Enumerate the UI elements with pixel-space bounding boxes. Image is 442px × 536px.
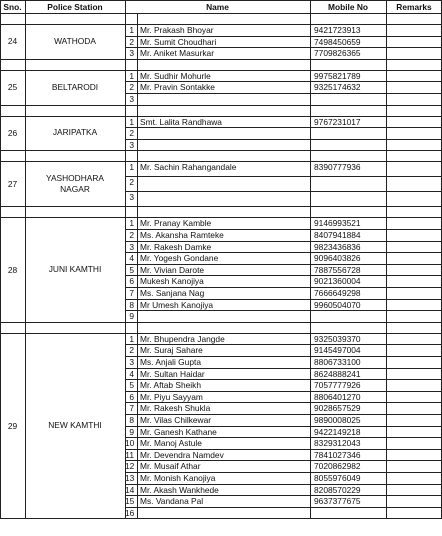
row-index: 15	[125, 496, 135, 507]
mobile-number	[314, 509, 384, 519]
police-station-name: YASHODHARA NAGAR	[45, 172, 104, 194]
officer-name: Mr. Pranay Kamble	[140, 218, 212, 229]
row-index: 3	[129, 94, 134, 104]
row-index: 1	[129, 333, 134, 344]
row-index: 2	[129, 177, 134, 188]
mobile-number: 9823436836	[314, 241, 361, 252]
row-index: 11	[125, 449, 134, 460]
officer-name: Mr. Piyu Sayyam	[140, 391, 203, 402]
officer-name	[140, 178, 309, 191]
mobile-number	[314, 312, 384, 322]
officer-name: Mr. Vilas Chilkewar	[140, 415, 212, 425]
mobile-number: 8390777936	[314, 162, 361, 173]
row-index: 1	[129, 25, 134, 35]
row-rule	[125, 93, 442, 94]
officer-name: Mr. Vivian Darote	[140, 264, 205, 275]
mobile-number: 9145497004	[314, 345, 361, 356]
mobile-number: 7057777926	[314, 380, 361, 391]
column-rule	[137, 13, 138, 518]
officer-name: Mr. Ganesh Kathane	[140, 426, 217, 437]
mobile-number	[314, 193, 384, 206]
police-station-name: BELTARODI	[51, 81, 99, 92]
mobile-number: 8055976049	[314, 473, 361, 483]
row-index: 6	[129, 276, 134, 287]
officer-name	[140, 509, 309, 519]
mobile-number: 7020862982	[314, 461, 361, 472]
group-sno: 27	[7, 178, 18, 189]
header-remarks: Remarks	[396, 2, 432, 12]
row-rule	[125, 191, 442, 192]
row-rule	[0, 322, 442, 323]
row-index: 3	[129, 241, 134, 252]
mobile-number: 9146993521	[314, 218, 361, 229]
officer-name: Ms. Akansha Ramteke	[140, 230, 224, 240]
row-index: 1	[129, 218, 134, 229]
row-rule	[0, 0, 442, 1]
officer-name	[140, 95, 309, 105]
officer-name: Mr. Devendra Namdev	[140, 449, 224, 460]
mobile-number: 9028657529	[314, 403, 361, 414]
mobile-number: 9325039370	[314, 333, 361, 344]
police-station-name: NEW KAMTHI	[48, 419, 102, 430]
officer-name: Mr. Sultan Haidar	[140, 368, 205, 379]
officer-name: Mr. Aniket Masurkar	[140, 48, 214, 59]
row-rule	[125, 176, 442, 177]
officer-name: Ms. Vandana Pal	[140, 496, 204, 507]
officer-name: Mr. Prakash Bhoyar	[140, 25, 214, 35]
mobile-number: 9021360004	[314, 276, 361, 287]
mobile-number: 7709826365	[314, 48, 361, 59]
mobile-number: 9637377675	[314, 496, 361, 507]
officer-name: Mr. Aftab Sheikh	[140, 380, 201, 391]
officer-name: Mukesh Kanojiya	[140, 276, 204, 287]
row-index: 8	[129, 415, 134, 425]
row-index: 2	[129, 82, 134, 93]
row-index: 2	[129, 345, 134, 356]
officer-name: Ms. Anjali Gupta	[140, 357, 201, 367]
officer-name: Mr. Akash Wankhede	[140, 484, 219, 495]
row-index: 8	[129, 299, 134, 310]
mobile-number: 9767231017	[314, 116, 361, 127]
row-index: 6	[129, 391, 134, 402]
row-rule	[0, 206, 442, 207]
row-index: 1	[129, 162, 134, 173]
mobile-number: 9325174632	[314, 82, 361, 93]
column-rule	[125, 0, 126, 518]
row-index: 4	[129, 253, 134, 264]
header-mobile-no: Mobile No	[327, 2, 368, 12]
police-station-name: JUNI KAMTHI	[48, 263, 102, 274]
group-sno: 29	[7, 420, 18, 431]
officer-name: Mr. Manoj Astule	[140, 438, 202, 449]
row-index: 2	[129, 230, 134, 240]
row-index: 9	[129, 426, 134, 437]
mobile-number: 9890008025	[314, 415, 361, 425]
row-index: 4	[129, 368, 134, 379]
group-sno: 25	[7, 82, 18, 93]
officer-name: Mr Umesh Kanojiya	[140, 299, 214, 310]
group-sno: 24	[7, 36, 18, 47]
row-rule	[0, 13, 442, 14]
row-index: 16	[125, 507, 135, 518]
mobile-number: 9960504070	[314, 299, 361, 310]
officer-name: Mr. Bhupendra Jangde	[140, 333, 225, 344]
row-index: 14	[125, 484, 135, 495]
officer-name: Mr. Suraj Sahare	[140, 345, 203, 356]
mobile-number	[314, 95, 384, 105]
mobile-number: 8208570229	[314, 484, 361, 495]
header-sno: Sno.	[3, 2, 22, 12]
row-index: 1	[129, 70, 134, 81]
police-station-name: WATHODA	[54, 35, 96, 46]
row-index: 5	[129, 264, 134, 275]
row-rule	[125, 139, 442, 140]
row-index: 12	[125, 461, 135, 472]
mobile-number: 9421723913	[314, 25, 361, 35]
row-index: 3	[129, 48, 134, 59]
row-index: 7	[129, 288, 134, 298]
mobile-number: 7666649298	[314, 288, 361, 298]
mobile-number: 7887556728	[314, 264, 361, 275]
mobile-number: 9975821789	[314, 70, 361, 81]
row-index: 5	[129, 380, 134, 391]
row-rule	[0, 105, 442, 106]
officer-name	[140, 141, 309, 151]
mobile-number: 9422149218	[314, 426, 361, 437]
row-index: 1	[129, 116, 134, 127]
row-rule	[0, 59, 442, 60]
officer-name: Mr. Musaif Athar	[140, 461, 201, 472]
mobile-number	[314, 129, 384, 139]
police-station-name: JARIPATKA	[52, 127, 98, 138]
officer-name: Ms. Sanjana Nag	[140, 288, 205, 298]
mobile-number: 8329312043	[314, 438, 361, 449]
group-sno: 28	[7, 264, 18, 275]
mobile-number: 7498450659	[314, 36, 361, 47]
officer-name: Smt. Lalita Randhawa	[140, 116, 222, 127]
row-index: 13	[125, 473, 135, 483]
officer-name: Mr. Monish Kanojiya	[140, 473, 216, 483]
officer-name: Mr. Pravin Sontakke	[140, 82, 215, 93]
officer-name: Mr. Sudhir Mohurle	[140, 70, 211, 81]
officer-name	[140, 129, 309, 139]
mobile-number	[314, 141, 384, 151]
mobile-number: 8407941884	[314, 230, 361, 240]
officer-name: Mr. Rakesh Damke	[140, 241, 212, 252]
header-name: Name	[206, 2, 229, 12]
officer-name: Mr. Yogesh Gondane	[140, 253, 219, 264]
mobile-number: 7841027346	[314, 449, 361, 460]
row-rule	[125, 507, 442, 508]
mobile-number	[314, 178, 384, 191]
row-rule	[125, 127, 442, 128]
row-index: 3	[129, 192, 134, 203]
officer-name: Mr. Sumit Choudhari	[140, 36, 217, 47]
row-rule	[125, 310, 442, 311]
officer-name	[140, 312, 309, 322]
row-index: 9	[129, 311, 134, 322]
row-index: 3	[129, 139, 134, 150]
row-rule	[0, 518, 442, 519]
column-rule	[25, 0, 26, 518]
officer-name	[140, 193, 309, 206]
row-index: 2	[129, 36, 134, 47]
row-index: 7	[129, 403, 134, 414]
group-sno: 26	[7, 127, 18, 138]
officer-name: Mr. Rakesh Shukla	[140, 403, 211, 414]
column-rule	[0, 0, 1, 518]
officer-name: Mr. Sachin Rahangandale	[140, 162, 237, 173]
mobile-number: 8806733100	[314, 357, 361, 367]
header-police-station: Police Station	[47, 2, 103, 12]
row-index: 3	[129, 357, 134, 367]
row-index: 2	[129, 128, 134, 139]
mobile-number: 8624888241	[314, 368, 361, 379]
mobile-number: 8806401270	[314, 391, 361, 402]
column-rule	[386, 0, 387, 518]
row-rule	[0, 150, 442, 151]
mobile-number: 9096403826	[314, 253, 361, 264]
row-index: 10	[125, 438, 135, 449]
column-rule	[310, 0, 311, 518]
